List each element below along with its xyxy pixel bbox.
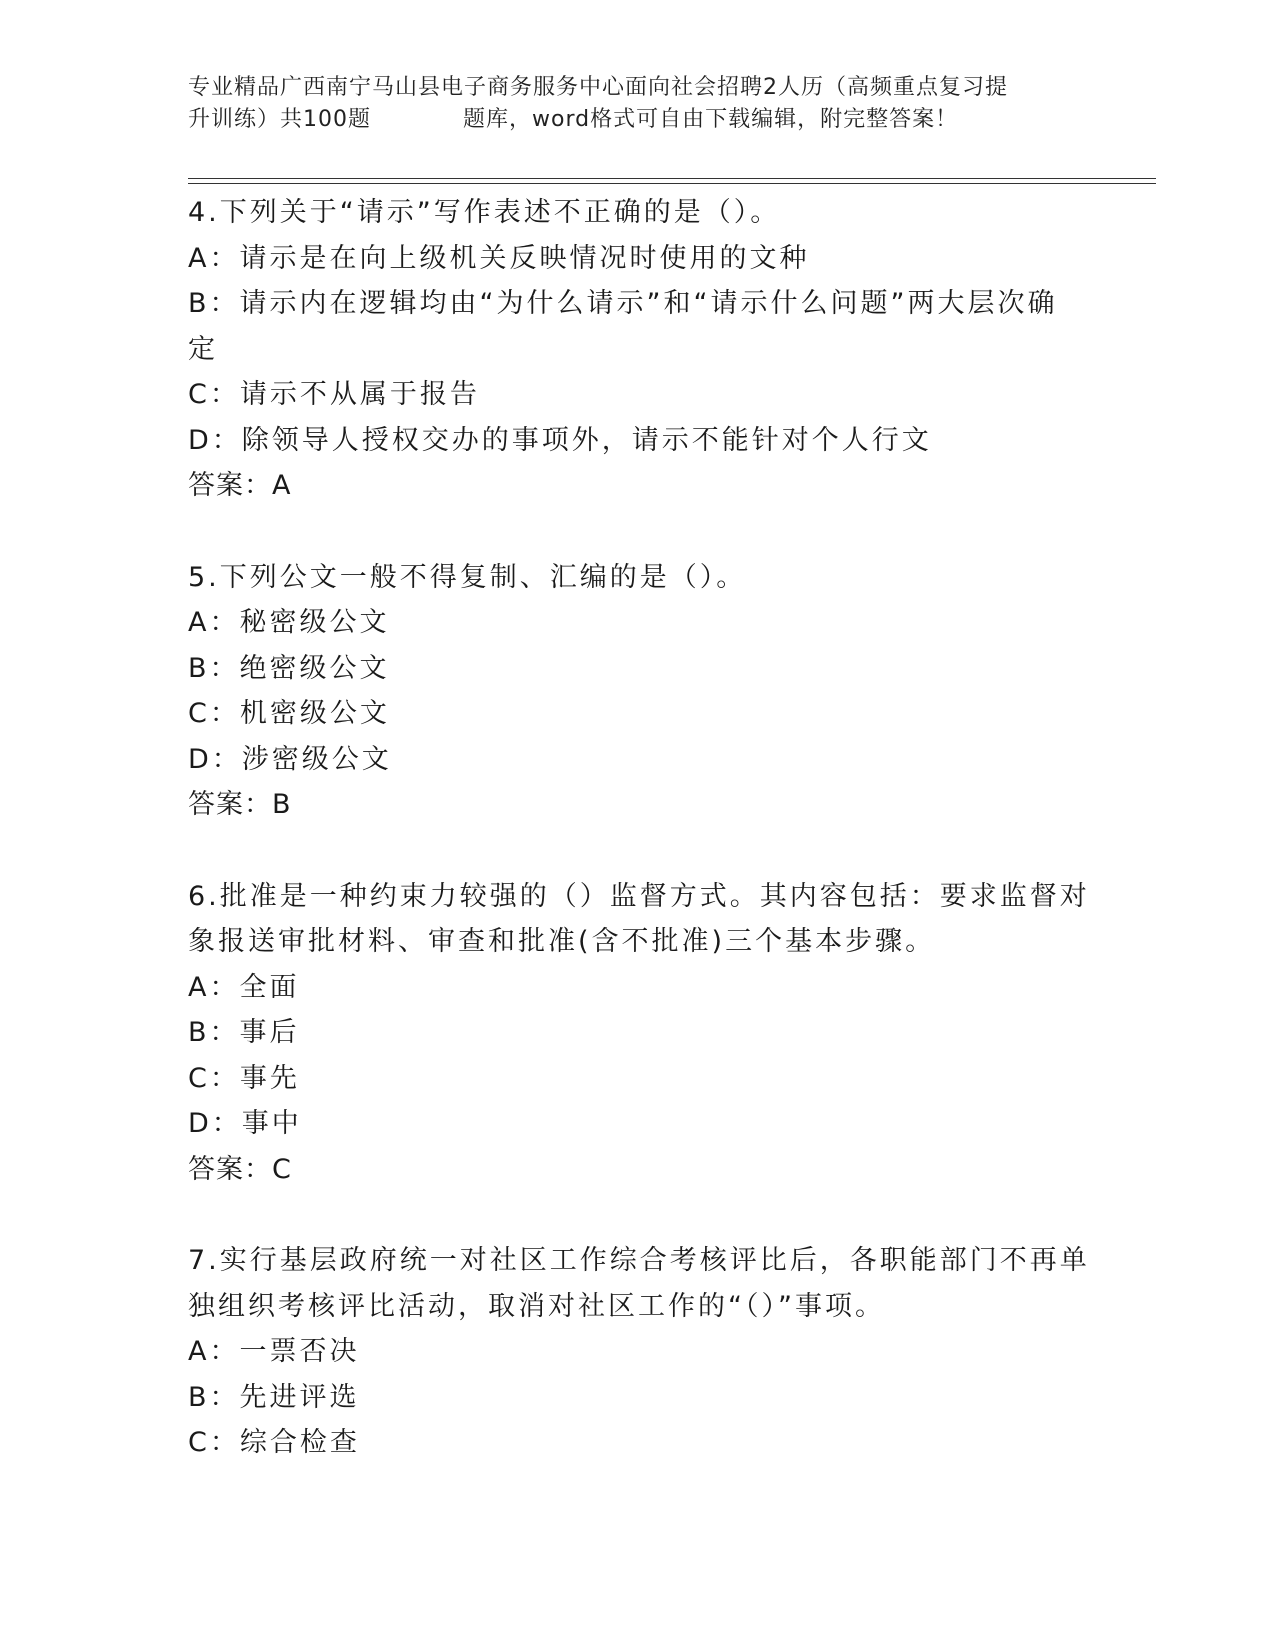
question-stem: 7.实行基层政府统一对社区工作综合考核评比后，各职能部门不再单 — [188, 1245, 1090, 1276]
option-a: A：秘密级公文 — [188, 607, 390, 638]
option-b: B：请示内在逻辑均由“为什么请示”和“请示什么问题”两大层次确 — [188, 288, 1058, 319]
option-b: B：绝密级公文 — [188, 652, 390, 684]
option-c: C：请示不从属于报告 — [188, 379, 480, 410]
question-list — [188, 190, 1088, 1512]
header-divider — [188, 178, 1156, 184]
answer-line: 答案：B — [188, 789, 292, 820]
answer-line: 答案：A — [188, 470, 292, 501]
question-stem-continued: 独组织考核评比活动，取消对社区工作的“（）”事项。 — [188, 1290, 885, 1322]
option-c: C：机密级公文 — [188, 698, 390, 729]
option-a: A：一票否决 — [188, 1336, 360, 1367]
question-stem-continued: 象报送审批材料、审查和批准(含不批准)三个基本步骤。 — [188, 926, 936, 957]
question-7 — [188, 1238, 1088, 1466]
option-c: C：事先 — [188, 1062, 300, 1094]
question-stem: 5.下列公文一般不得复制、汇编的是（）。 — [188, 561, 747, 593]
answer-line: 答案：C — [188, 1153, 292, 1185]
header-line-1: 专业精品广西南宁马山县电子商务服务中心面向社会招聘2人历（高频重点复习提 — [188, 75, 1008, 100]
option-d: D：涉密级公文 — [188, 743, 392, 775]
option-d: D：除领导人授权交办的事项外，请示不能针对个人行文 — [188, 424, 932, 456]
option-b-continued: 定 — [188, 333, 218, 365]
question-5 — [188, 555, 1088, 828]
document-header — [188, 72, 1088, 136]
question-stem: 4.下列关于“请示”写作表述不正确的是（）。 — [188, 197, 781, 228]
option-a: A：全面 — [188, 971, 300, 1003]
header-line-2: 升训练）共100题 题库，word格式可自由下载编辑，附完整答案！ — [188, 107, 959, 132]
option-b: B：事后 — [188, 1017, 300, 1048]
question-stem: 6.批准是一种约束力较强的（）监督方式。其内容包括：要求监督对 — [188, 880, 1090, 912]
option-b: B：先进评选 — [188, 1381, 360, 1413]
question-6 — [188, 874, 1088, 1193]
question-4 — [188, 190, 1088, 509]
option-a: A：请示是在向上级机关反映情况时使用的文种 — [188, 242, 810, 274]
option-c: C：综合检查 — [188, 1427, 360, 1458]
option-d: D：事中 — [188, 1108, 302, 1139]
